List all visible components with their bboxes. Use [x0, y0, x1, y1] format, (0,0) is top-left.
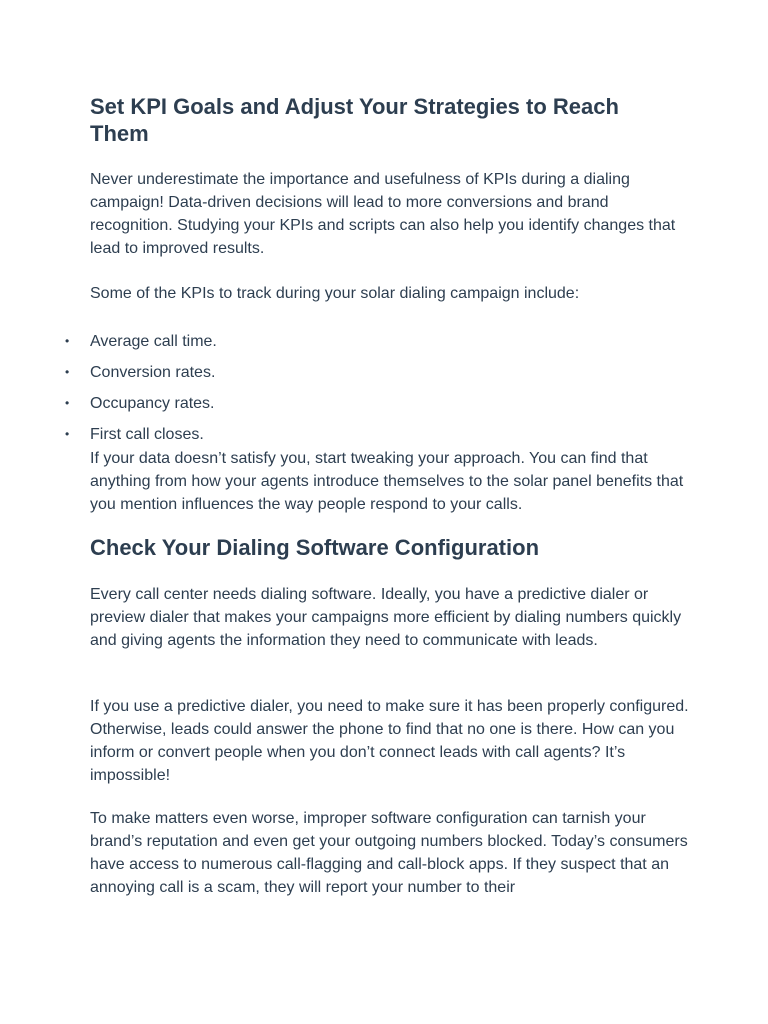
dialing-software-heading: Check Your Dialing Software Configuration [90, 535, 540, 560]
kpi-track-paragraph: Some of the KPIs to track during your solar dialing campaign include: [90, 285, 580, 302]
kpi-list [65, 330, 690, 454]
bullet-icon: • [65, 365, 70, 379]
list-item [65, 423, 690, 446]
list-item [65, 330, 690, 353]
list-item-text: Average call time. [90, 333, 217, 350]
list-item [65, 361, 690, 384]
bullet-icon: • [65, 334, 70, 348]
list-item-text: Conversion rates. [90, 364, 216, 381]
list-item-text: Occupancy rates. [90, 395, 215, 412]
configuration-risk-paragraph: To make matters even worse, improper software configuration can tarnish your brand’s reputation and even get your outgoing numbers blocked. Today’s consumers have access to numerous call-flagging and call-block apps. If they suspect that an annoying call is a scam, they will report your number to their [90, 810, 688, 896]
kpi-intro-paragraph: Never underestimate the importance and usefulness of KPIs during a dialing campaign! Data-driven decisions will lead to more conversions and brand recognition. Studying your KPIs and scripts can also help you identify changes that lead to improved results. [90, 171, 676, 257]
list-item-text: First call closes. [90, 426, 204, 443]
kpi-goals-heading: Set KPI Goals and Adjust Your Strategies to Reach Them [90, 94, 619, 146]
kpi-adjust-paragraph: If your data doesn’t satisfy you, start tweaking your approach. You can find that anything from how your agents introduce themselves to the solar panel benefits that you mention influences the way people respond to your calls. [90, 450, 684, 513]
dialing-software-paragraph: Every call center needs dialing software. Ideally, you have a predictive dialer or preview dialer that makes your campaigns more efficient by dialing numbers quickly and giving agents the information they need to communicate with leads. [90, 586, 682, 649]
bullet-icon: • [65, 427, 70, 441]
predictive-dialer-paragraph: If you use a predictive dialer, you need to make sure it has been properly configured. Otherwise, leads could answer the phone to find that no one is there. How can you inform or convert people when you don’t connect leads with call agents? It’s impossible! [90, 698, 689, 784]
list-item [65, 392, 690, 415]
bullet-icon: • [65, 396, 70, 410]
